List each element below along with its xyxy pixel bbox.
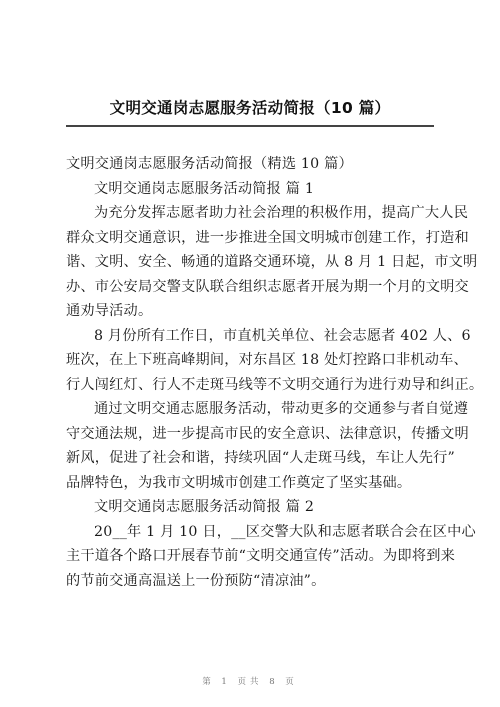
text-line: 办、市公安局交警支队联合组织志愿者开展为期一个月的文明交	[66, 278, 469, 295]
text-line: 群众文明交通意识，进一步推进全国文明城市创建工作，打造和	[66, 229, 469, 246]
section-heading: 文明交通岗志愿服务活动简报 篇 1	[94, 180, 315, 197]
text-line: 新风，促进了社会和谐，持续巩固“人走斑马线，车让人先行”	[66, 450, 455, 466]
section-heading: 文明交通岗志愿服务活动简报 篇 2	[94, 499, 315, 515]
document-body	[66, 152, 484, 593]
page-number-footer: 第 1 页共 8 页	[202, 677, 298, 687]
text-line: 通过文明交通志愿服务活动，带动更多的交通参与者自觉遵	[94, 401, 469, 417]
text-line: 主干道各个路口开展春节前“文明交通宣传”活动。为即将到来	[66, 548, 455, 564]
text-line: 守交通法规，进一步提高市民的安全意识、法律意识，传播文明	[66, 425, 469, 442]
title-underline	[66, 125, 434, 127]
text-line: 8 月份所有工作日，市直机关单位、社会志愿者 402 人、6	[94, 327, 471, 344]
text-line: 班次，在上下班高峰期间，对东昌区 18 处灯控路口非机动车、	[66, 352, 468, 368]
text-line: 行人闯红灯、行人不走斑马线等不文明交通行为进行劝导和纠正。	[66, 376, 484, 393]
text-line: 品牌特色，为我市文明城市创建工作奠定了坚实基础。	[66, 474, 412, 491]
text-line: 通劝导活动。	[66, 303, 153, 319]
text-line: 文明交通岗志愿服务活动简报（精选 10 篇）	[66, 156, 353, 172]
text-line: 谐、文明、安全、畅通的道路交通环境，从 8 月 1 日起，市文明	[66, 254, 478, 270]
text-line: 的节前交通高温送上一份预防“清凉油”。	[66, 572, 326, 589]
text-line: 为充分发挥志愿者助力社会治理的积极作用，提高广大人民	[94, 205, 469, 221]
text-line: 20__年 1 月 10 日，__区交警大队和志愿者联合会在区中心	[94, 523, 476, 540]
document-title: 文明交通岗志愿服务活动简报（10 篇）	[109, 99, 391, 117]
